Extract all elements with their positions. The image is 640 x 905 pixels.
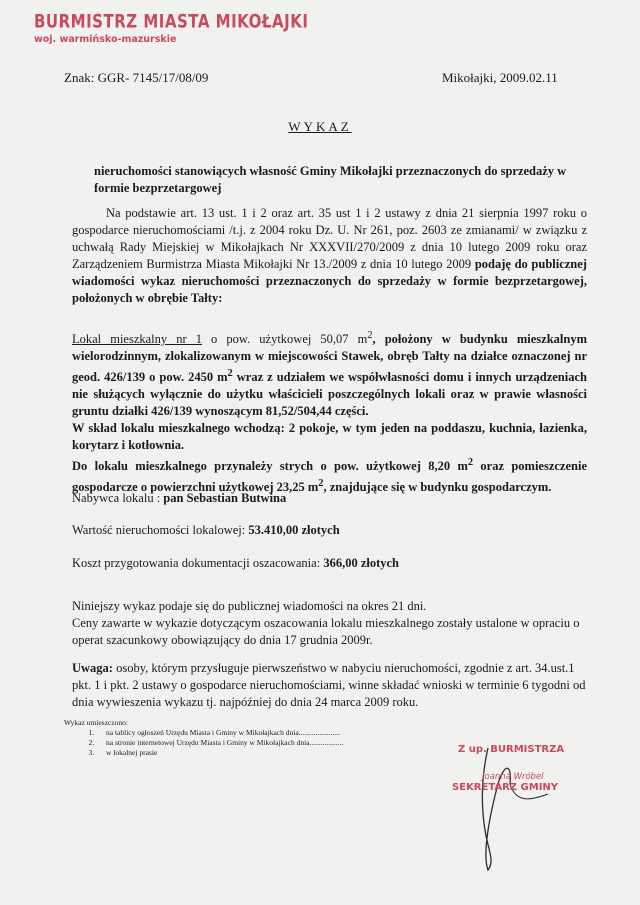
- intro-text: Na podstawie art. 13 ust. 1 i 2 oraz art. 35 ust 1 i 2 ustawy z dnia 21 sierpnia 1997 roku o gospodarce nieruchomościami /t.j. z 2004 roku Dz. U. Nr 261, poz. 2603 ze zmianami/ w związku z uchwałą Rady Miejskiej w Mikołajkach Nr XXXVII/270/2009 z dnia 10 lutego 2009 roku oraz Zarządzeniem Burmistrza Miasta Mikołajki Nr 13./2009 z dnia 10 lutego 2009: [72, 206, 587, 271]
- intro-paragraph: [72, 205, 587, 307]
- property-description: [72, 327, 587, 497]
- cost-label: Koszt przygotowania dokumentacji oszacowania:: [72, 556, 324, 570]
- document-title: [0, 119, 640, 135]
- buyer-line: [72, 491, 286, 506]
- notice-line-2: Ceny zawarte w wykazie dotyczącym oszacowania lokalu mieszkalnego zostały ustalone w opraciu o operat szacunkowy obowiązujący do dnia 17 grudnia 2009r.: [72, 616, 580, 647]
- remark-label: Uwaga:: [72, 661, 113, 675]
- property-text-1b: , położony w budynku mieszkalnym wielorodzinnym, zlokalizowanym w miejscowości Stawek, obręb Tałty na działce oznaczonej nr geod. 426/139 o pow. 2450 m: [72, 332, 587, 385]
- unit-superscript: 2: [318, 478, 324, 490]
- stamp-line-2: woj. warmińsko-mazurskie: [34, 34, 177, 45]
- stamp-line-1: BURMISTRZ MIASTA MIKOŁAJKI: [34, 10, 309, 33]
- cost-amount: 366,00 złotych: [323, 556, 399, 570]
- property-text-1a: o pow. użytkowej 50,07 m: [201, 332, 368, 347]
- handwritten-signature: [452, 744, 602, 874]
- place-date: Mikołajki, 2009.02.11: [442, 70, 558, 85]
- notice-paragraph: [72, 598, 587, 649]
- posting-list: [64, 718, 424, 758]
- document-title-text: WYKAZ: [288, 119, 352, 134]
- signature-line-2: SEKRETARZ GMINY: [452, 782, 559, 793]
- signature-stamp: [452, 744, 602, 874]
- property-text-3b: oraz pomieszczenie gospodarcze o powierzchni użytkowej 23,25 m: [72, 459, 587, 495]
- list-item: 1. na tablicy ogłoszeń Urzędu Miasta i Gminy w Mikołajkach dnia......................: [96, 728, 424, 738]
- value-amount: 53.410,00 złotych: [248, 523, 340, 537]
- document-subject: nieruchomości stanowiących własność Gminy Mikołajki przeznaczonych do sprzedaży w formie bezprzetargowej: [94, 164, 567, 195]
- reference-number: Znak: GGR- 7145/17/08/09: [64, 70, 209, 85]
- notice-line-1: Niniejszy wykaz podaje się do publicznej wiadomości na okres 21 dni.: [72, 599, 427, 613]
- cost-line: [72, 556, 399, 571]
- buyer-value: pan Sebastian Butwina: [163, 491, 287, 505]
- property-text-1c: wraz z udziałem we współwłasności domu i innych urządzeniach nie służących wyłącznie do użytku właścicieli poszczególnych lokali oraz w prawie własności gruntu działki 426/139 wynoszącym 81,52/504,44 części.: [72, 370, 587, 419]
- property-paragraph-2: W skład lokalu mieszkalnego wchodzą: 2 pokoje, w tym jeden na poddaszu, kuchnia, łazienka, korytarz i kotłownia.: [72, 421, 587, 453]
- list-item: 3. w lokalnej prasie: [96, 748, 424, 758]
- unit-superscript: 2: [467, 457, 474, 469]
- list-item: 2. na stronie internetowej Urzędu Miasta i Gminy w Mikołajkach dnia..................: [96, 738, 424, 748]
- property-text-3c: , znajdujące się w budynku gospodarczym.: [323, 480, 552, 495]
- unit-superscript: 2: [227, 368, 233, 380]
- signature-line-1: Z up. BURMISTRZA: [458, 744, 565, 755]
- value-line: [72, 523, 340, 538]
- signature-name: Joanna Wróbel: [482, 772, 544, 782]
- value-label: Wartość nieruchomości lokalowej:: [72, 523, 249, 537]
- property-paragraph-1: [72, 327, 587, 420]
- remark-text: osoby, którym przysługuje pierwszeństwo w nabyciu nieruchomości, zgodnie z art. 34.ust.1 pkt. 1 i pkt. 2 ustawy o gospodarce nieruchomościami, winne składać wnioski w terminie 6 tygodni od dnia wywieszenia wykazu tj. najpóźniej do dnia 24 marca 2009 roku.: [72, 661, 586, 709]
- property-text-3a: Do lokalu mieszkalnego przynależy strych o pow. użytkowej 8,20 m: [72, 459, 468, 474]
- remark-paragraph: [72, 660, 587, 711]
- property-label: Lokal mieszkalny nr 1: [72, 332, 202, 347]
- intro-bold-text: podaję do publicznej wiadomości wykaz nieruchomości przeznaczonych do sprzedaży w formie bezprzetargowej, położonych w obrębie Tałty:: [72, 257, 587, 305]
- office-stamp: [34, 10, 308, 45]
- buyer-label: Nabywca lokalu :: [72, 491, 164, 505]
- posting-list-title: Wykaz umieszczono:: [64, 718, 128, 727]
- unit-superscript: 2: [367, 330, 373, 341]
